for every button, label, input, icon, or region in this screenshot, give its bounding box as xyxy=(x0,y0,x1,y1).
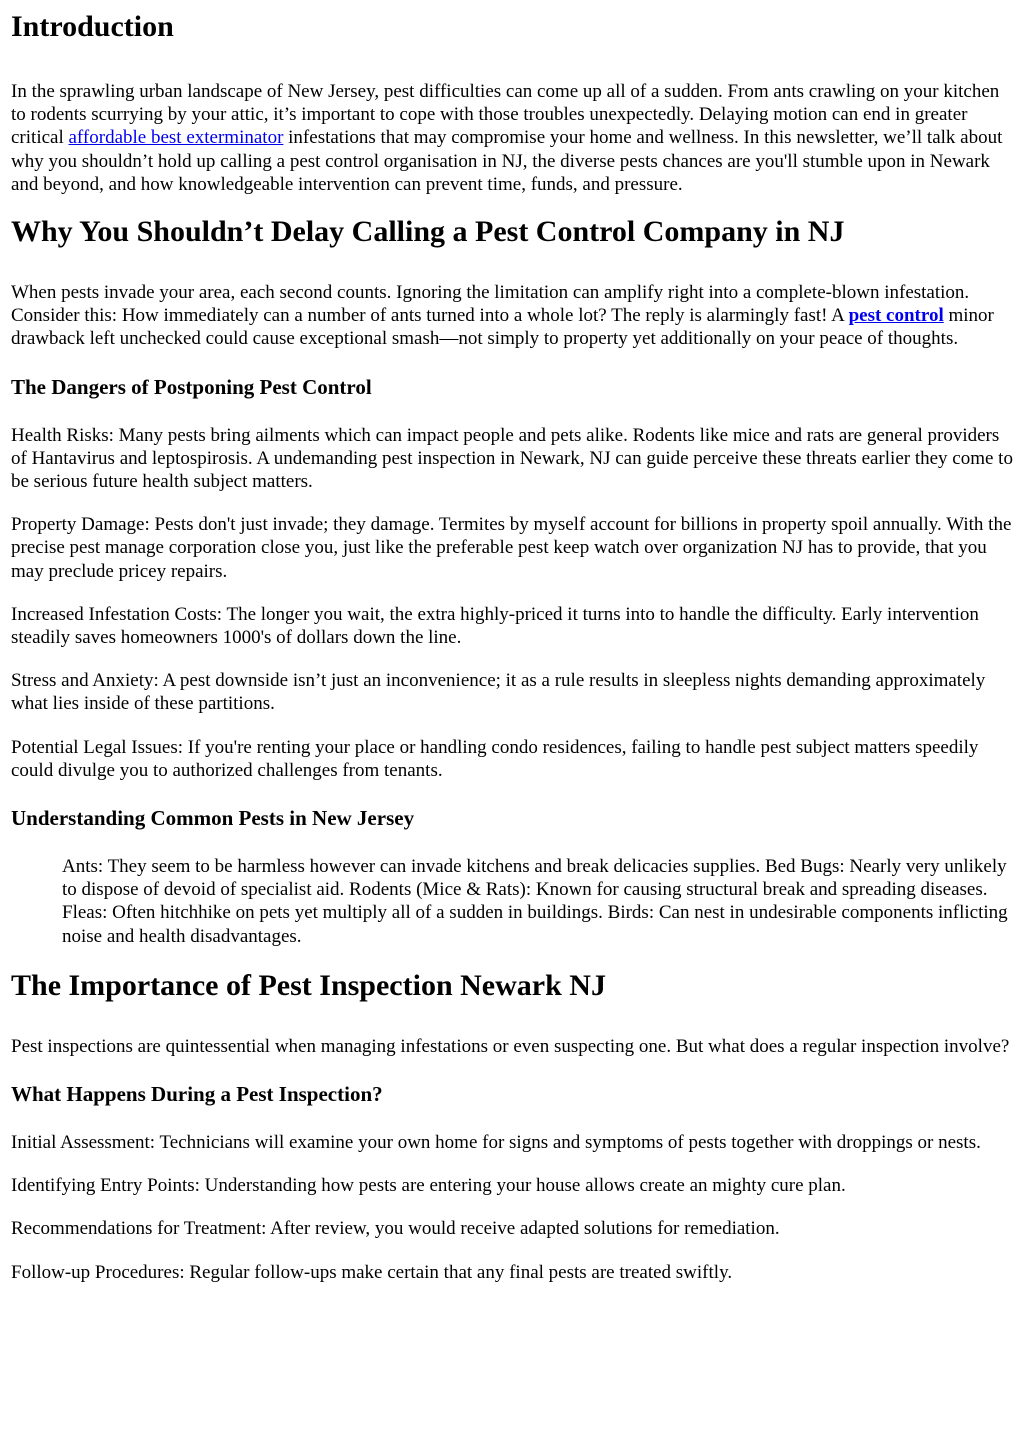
heading-common-pests: Understanding Common Pests in New Jersey xyxy=(11,806,415,831)
heading-why-not-delay: Why You Shouldn’t Delay Calling a Pest Control Company in NJ xyxy=(11,215,845,249)
heading-inspection: What Happens During a Pest Inspection? xyxy=(11,1082,383,1107)
intro-text-before: In the sprawling urban landscape of New Jersey, pest difficulties can come up all of a sudden. From ants crawling on your kitchen to rodents scurrying by your attic, it’s important to cope with those troubles unexpectedly. Delaying motion can end in greater critical xyxy=(11,81,1000,149)
common-pests-list: Ants: They seem to be harmless however can invade kitchens and break delicacies supplies. Bed Bugs: Nearly very unlikely to dispose of devoid of specialist aid. Rodents (Mice & Rats): Known for causing structural break and spreading diseases. Fleas: Often hitchhike on pets yet multiply all of a sudden in buildings. Birds: Can nest in undesirable components inflicting noise and health disadvantages. xyxy=(62,856,1008,947)
heading-introduction: Introduction xyxy=(11,10,174,43)
heading-importance: The Importance of Pest Inspection Newark NJ xyxy=(11,968,606,1002)
importance-paragraph: Pest inspections are quintessential when managing infestations or even suspecting one. But what does a regular inspection involve? xyxy=(11,1035,1010,1057)
inspection-item: Follow-up Procedures: Regular follow-ups make certain that any final pests are treated swiftly. xyxy=(11,1261,733,1283)
danger-item: Potential Legal Issues: If you're renting your place or handling condo residences, failing to handle pest subject matters speedily could divulge you to authorized challenges from tenants. xyxy=(11,736,979,781)
affordable-exterminator-link[interactable]: affordable best exterminator xyxy=(68,127,284,149)
intro-paragraph xyxy=(11,80,1014,196)
heading-dangers: The Dangers of Postponing Pest Control xyxy=(11,374,372,399)
danger-item: Property Damage: Pests don't just invade; they damage. Termites by myself account for billions in property spoil annually. With the precise pest manage corporation close you, just like the preferable pest keep watch over organization NJ has to provide, that you may preclude pricey repairs. xyxy=(11,514,1012,582)
delay-text-after: minor drawback left unchecked could cause exceptional smash—not simply to property yet additionally on your peace of thoughts. xyxy=(11,305,994,350)
intro-text-after: infestations that may compromise your home and wellness. In this newsletter, we’ll talk about why you shouldn’t hold up calling a pest control organisation in NJ, the diverse pests chances are you'll stumble upon in Newark and beyond, and how knowledgeable intervention can prevent time, funds, and pressure. xyxy=(11,127,1003,195)
article xyxy=(0,9,1024,1284)
pest-control-link[interactable]: pest control xyxy=(848,305,944,327)
inspection-item: Identifying Entry Points: Understanding how pests are entering your house allows create an mighty cure plan. xyxy=(11,1175,846,1197)
inspection-item: Recommendations for Treatment: After review, you would receive adapted solutions for remediation. xyxy=(11,1218,780,1240)
danger-item: Health Risks: Many pests bring ailments which can impact people and pets alike. Rodents like mice and rats are general providers of Hantavirus and leptospirosis. A undemanding pest inspection in Newark, NJ can guide perceive these threats earlier they come to be serious future health subject matters. xyxy=(11,424,1013,493)
delay-paragraph xyxy=(11,281,1014,351)
danger-item: Stress and Anxiety: A pest downside isn’t just an inconvenience; it as a rule results in sleepless nights demanding approximately what lies inside of these partitions. xyxy=(11,670,986,715)
danger-item: Increased Infestation Costs: The longer you wait, the extra highly-priced it turns into to handle the difficulty. Early intervention steadily saves homeowners 1000's of dollars down the line. xyxy=(11,603,979,649)
inspection-item: Initial Assessment: Technicians will examine your own home for signs and symptoms of pests together with droppings or nests. xyxy=(11,1132,981,1154)
delay-text-before: When pests invade your area, each second counts. Ignoring the limitation can amplify right into a complete-blown infestation. Consider this: How immediately can a number of ants turned into a whole lot? The reply is alarmingly fast! A xyxy=(11,282,970,327)
